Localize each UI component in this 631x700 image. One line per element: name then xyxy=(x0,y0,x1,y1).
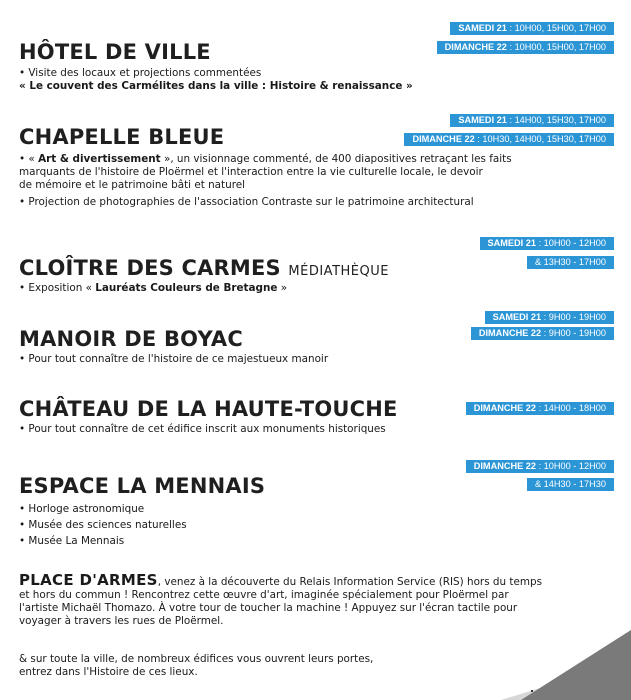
place-line-2: et hors du commun ! Rencontrez cette œuvre d'art, imaginée spécialement pour Ploërmel par xyxy=(19,589,509,601)
mennais-item: • Horloge astronomique xyxy=(19,503,145,515)
manoir-schedule xyxy=(471,311,614,340)
mennais-section xyxy=(19,474,265,549)
mennais-sunday-badge: DIMANCHE 22 : 10H00 - 12H00 xyxy=(466,460,614,473)
hotel-title: HÔTEL DE VILLE xyxy=(19,40,211,64)
manoir-saturday-badge: SAMEDI 21 : 9H00 - 19H00 xyxy=(485,311,614,324)
cloitre-subtitle: MÉDIATHÈQUE xyxy=(288,264,389,279)
mennais-schedule xyxy=(466,460,614,491)
footer-line-2: entrez dans l'Histoire de ces lieux. xyxy=(19,666,198,678)
manoir-title: MANOIR DE BOYAC xyxy=(19,327,243,351)
mennais-item: • Musée La Mennais xyxy=(19,535,125,547)
cloitre-section xyxy=(19,256,389,295)
manoir-section xyxy=(19,327,328,366)
cloitre-saturday-badge: SAMEDI 21 : 10H00 - 12H00 xyxy=(480,237,615,250)
cloitre-line-1: • Exposition « Lauréats Couleurs de Bretagne » xyxy=(19,282,288,294)
chapelle-title: CHAPELLE BLEUE xyxy=(19,125,225,149)
place-title: PLACE D'ARMES xyxy=(19,571,158,589)
chateau-line-1: • Pour tout connaître de cet édifice inscrit aux monuments historiques xyxy=(19,423,386,435)
decorative-dot xyxy=(531,690,533,692)
mennais-title: ESPACE LA MENNAIS xyxy=(19,474,266,498)
cloitre-schedule xyxy=(480,237,615,269)
place-line-3: l'artiste Michaël Thomazo. À votre tour de toucher la machine ! Appuyez sur l'écran tactile pour xyxy=(19,602,518,614)
hotel-de-ville-section xyxy=(19,40,413,93)
hotel-schedule xyxy=(437,22,614,54)
place-line-4: voyager à travers les rues de Ploërmel. xyxy=(19,615,224,627)
mennais-item: • Musée des sciences naturelles xyxy=(19,519,187,531)
hotel-sunday-badge: DIMANCHE 22 : 10H00, 15H00, 17H00 xyxy=(437,41,614,54)
chateau-section xyxy=(19,397,398,436)
hotel-line-2: « Le couvent des Carmélites dans la ville : Histoire & renaissance » xyxy=(19,80,413,92)
chapelle-bullet-1-line-3: de mémoire et le patrimoine bâti et naturel xyxy=(19,179,246,191)
chapelle-bullet-1-line-2: marquants de l'histoire de Ploërmel et l'interaction entre la vie culturelle locale, le devoir xyxy=(19,166,483,178)
chateau-title: CHÂTEAU DE LA HAUTE-TOUCHE xyxy=(19,397,398,421)
corner-decoration xyxy=(521,630,631,700)
hotel-saturday-badge: SAMEDI 21 : 10H00, 15H00, 17H00 xyxy=(450,22,614,35)
manoir-sunday-badge: DIMANCHE 22 : 9H00 - 19H00 xyxy=(471,327,614,340)
chapelle-saturday-badge: SAMEDI 21 : 14H00, 15H30, 17H00 xyxy=(450,114,614,127)
footer-line-1: & sur toute la ville, de nombreux édifices vous ouvrent leurs portes, xyxy=(19,653,374,665)
chapelle-bullet-1: • « Art & divertissement », un visionnage commenté, de 400 diapositives retraçant les faits xyxy=(19,153,512,165)
chapelle-sunday-badge: DIMANCHE 22 : 10H30, 14H00, 15H30, 17H00 xyxy=(404,133,614,146)
manoir-line-1: • Pour tout connaître de l'histoire de ce majestueux manoir xyxy=(19,353,329,365)
place-line-1: PLACE D'ARMES, venez à la découverte du Relais Information Service (RIS) hors du temps xyxy=(19,571,542,589)
cloitre-title: CLOÎTRE DES CARMES MÉDIATHÈQUE xyxy=(19,256,389,280)
chateau-sunday-badge: DIMANCHE 22 : 14H00 - 18H00 xyxy=(466,402,614,415)
chateau-schedule xyxy=(466,402,614,415)
hotel-line-1: • Visite des locaux et projections commentées xyxy=(19,67,262,79)
cloitre-saturday-badge-2: & 13H30 - 17H00 xyxy=(527,256,614,269)
chapelle-bullet-2: • Projection de photographies de l'association Contraste sur le patrimoine architectural xyxy=(19,196,474,208)
chapelle-bleue-section xyxy=(19,125,512,209)
mennais-sunday-badge-2: & 14H30 - 17H30 xyxy=(527,478,614,491)
place-darmes-section xyxy=(19,571,616,628)
